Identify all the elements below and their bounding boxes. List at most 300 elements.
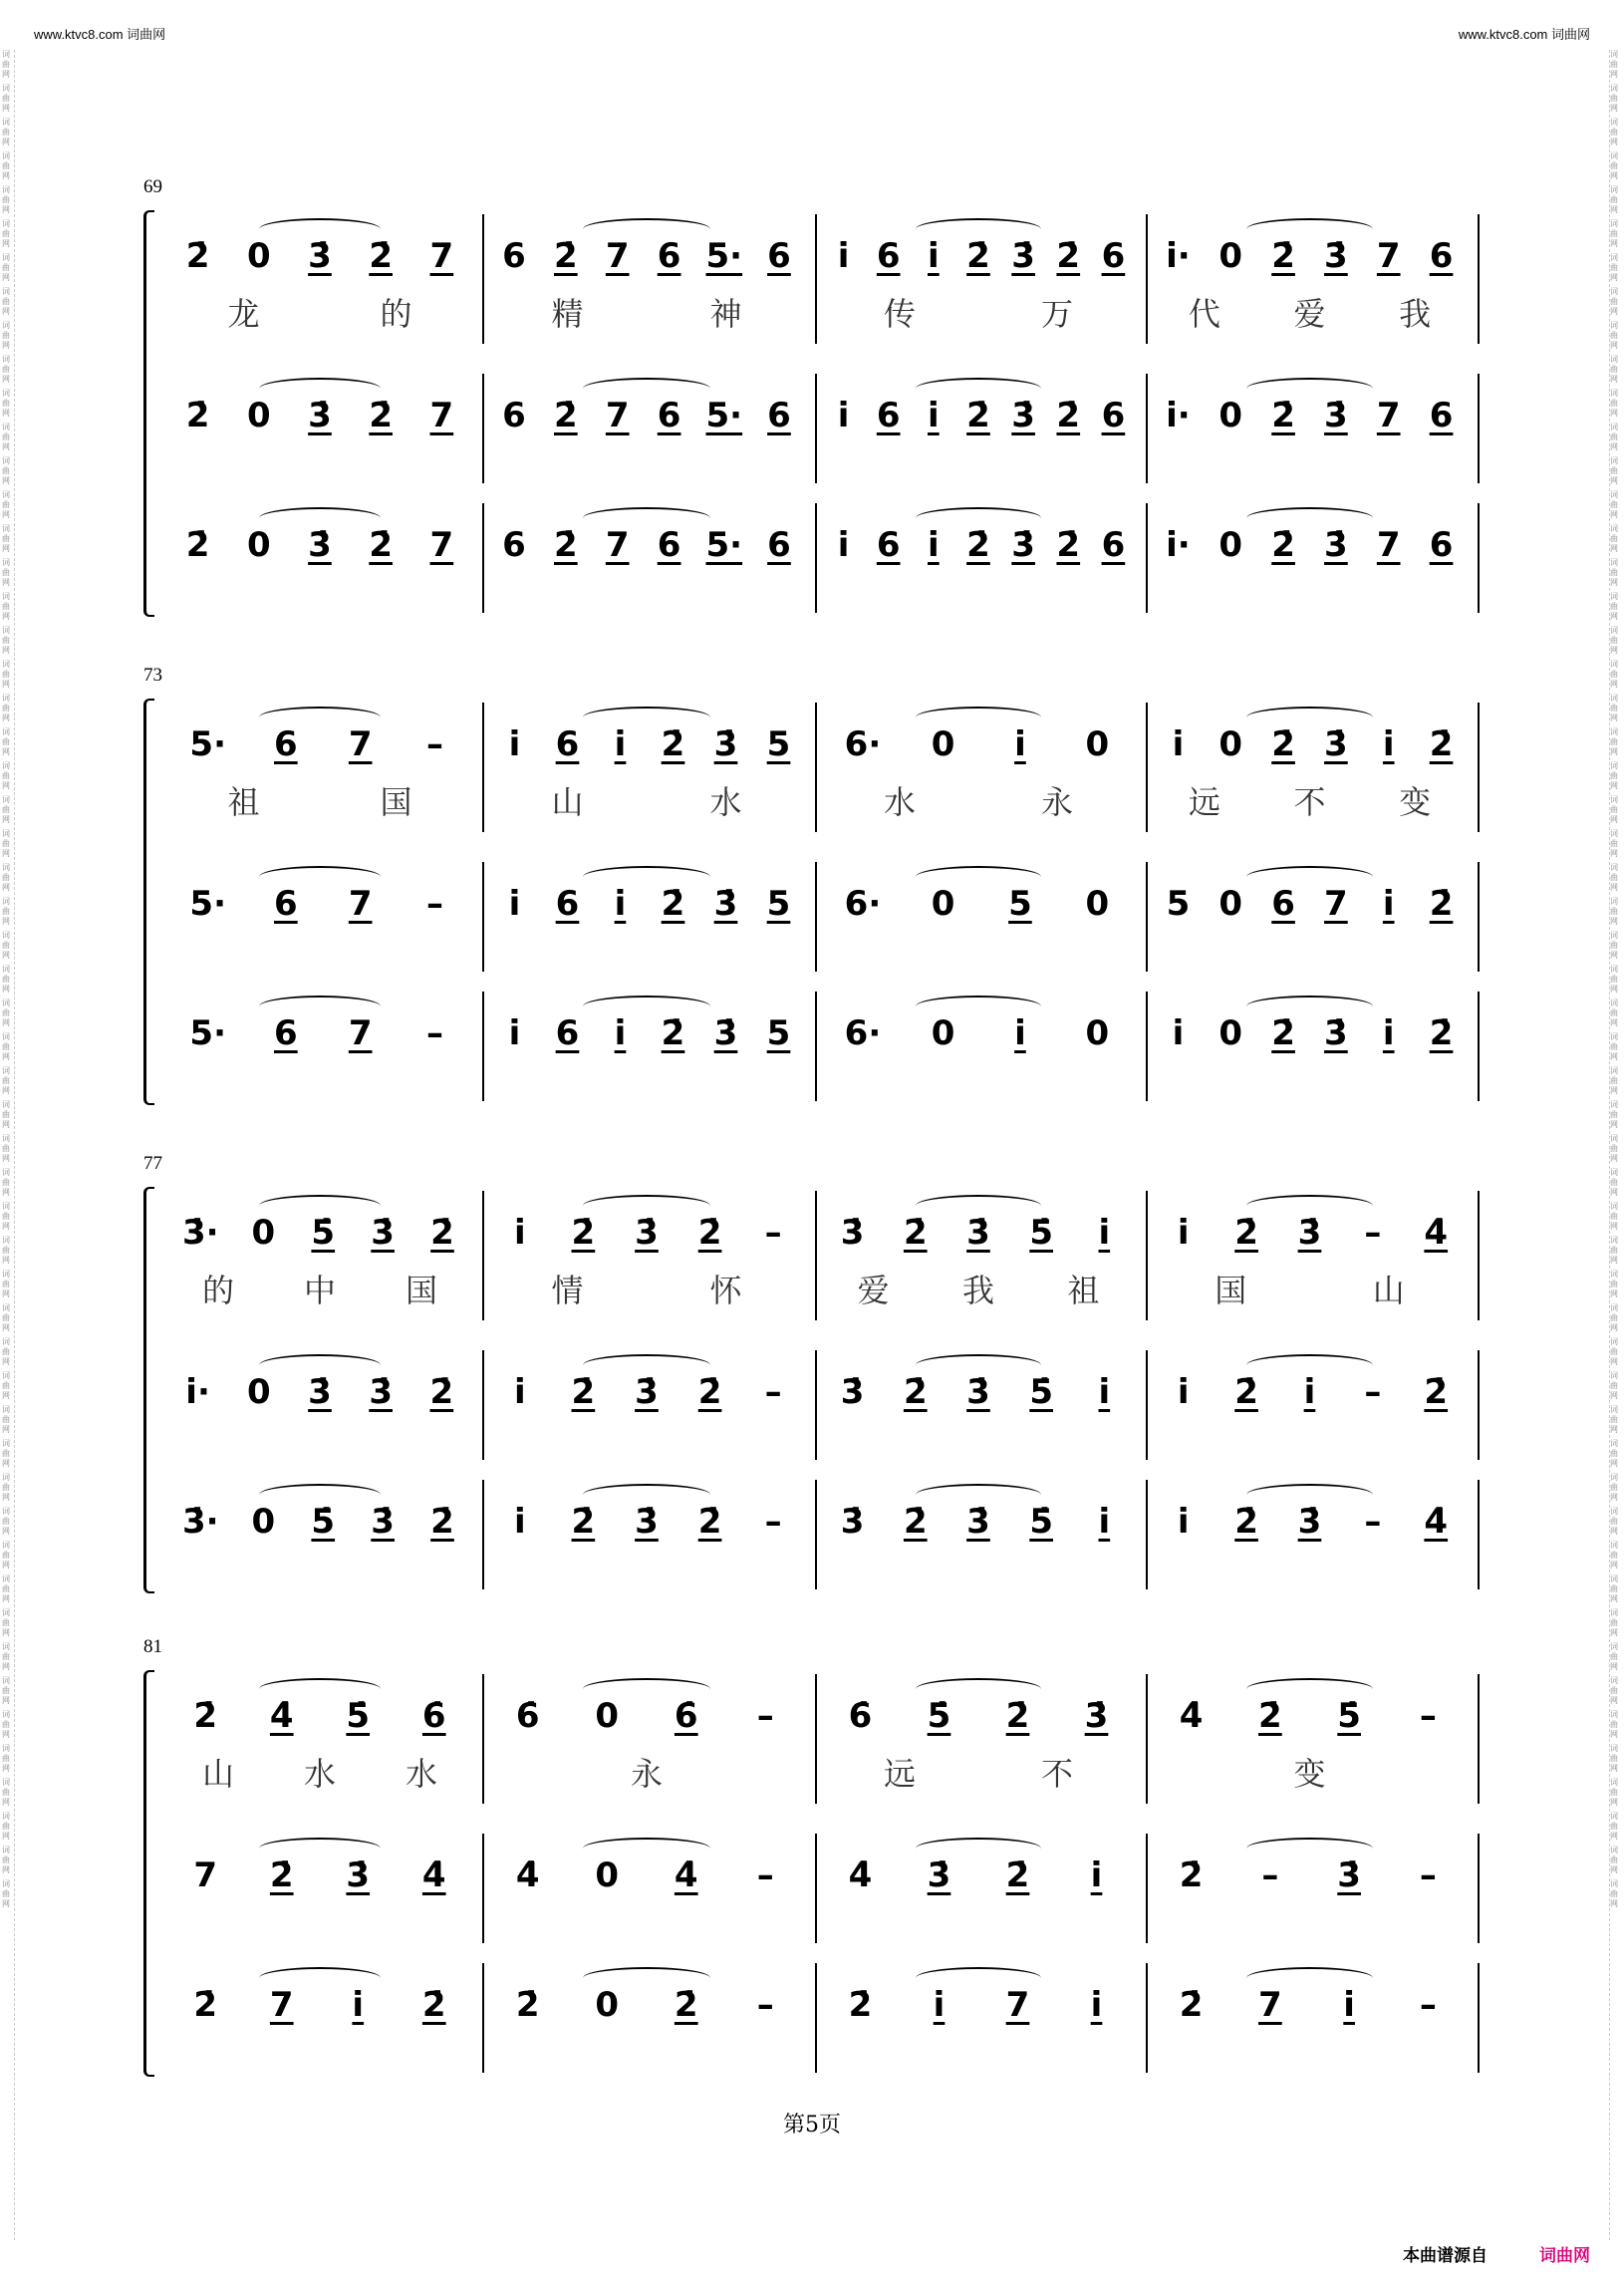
note: 2̇ bbox=[903, 1372, 928, 1412]
side-mark: 词曲网 bbox=[2, 1846, 10, 1874]
note: 7 bbox=[1376, 396, 1401, 435]
side-mark: 词曲网 bbox=[1610, 1303, 1618, 1332]
side-mark: 词曲网 bbox=[1610, 1134, 1618, 1163]
note: 7 bbox=[605, 525, 630, 565]
lyric: 精 bbox=[551, 295, 584, 333]
lyric-row bbox=[488, 1269, 805, 1308]
note: – bbox=[1261, 1855, 1279, 1895]
note-row bbox=[488, 1694, 805, 1738]
staff-1 bbox=[139, 693, 1480, 832]
side-mark: 词曲网 bbox=[1610, 456, 1618, 485]
lyric: 情 bbox=[551, 1272, 584, 1309]
note: 6 bbox=[1101, 396, 1126, 435]
note: 2̇ bbox=[369, 396, 393, 435]
lyric: 中 bbox=[303, 1272, 336, 1309]
note: – bbox=[426, 884, 444, 924]
note: 6 bbox=[274, 724, 298, 764]
note: 2̇ bbox=[697, 1213, 722, 1253]
note: 3̇ bbox=[1297, 1213, 1322, 1253]
measure bbox=[167, 1340, 472, 1460]
note: 2̇ bbox=[1429, 884, 1454, 924]
side-mark: 词曲网 bbox=[2, 1812, 10, 1841]
note: 7 bbox=[429, 396, 454, 435]
note-row bbox=[167, 882, 472, 926]
note-row bbox=[488, 882, 805, 926]
note: 2̇ bbox=[1179, 1985, 1204, 2025]
side-mark: 词曲网 bbox=[1610, 1710, 1618, 1739]
note: 2̇ bbox=[1179, 1855, 1204, 1895]
note: 6 bbox=[274, 884, 298, 924]
note-row bbox=[167, 1694, 472, 1738]
note: 2̇ bbox=[661, 884, 685, 924]
note: 3̇ bbox=[1324, 396, 1348, 435]
side-mark: 词曲网 bbox=[2, 965, 10, 994]
note: i bbox=[1014, 1013, 1026, 1053]
measure-number: 77 bbox=[143, 1153, 162, 1174]
side-mark: 词曲网 bbox=[2, 50, 10, 79]
note-row bbox=[821, 1011, 1136, 1055]
note: 5· bbox=[705, 236, 743, 276]
note: 3̇ bbox=[927, 1855, 951, 1895]
side-mark: 词曲网 bbox=[2, 1168, 10, 1197]
measure bbox=[821, 1953, 1136, 2073]
note: 2̇ bbox=[193, 1985, 218, 2025]
note: 6 bbox=[657, 396, 681, 435]
lyric: 怀 bbox=[709, 1272, 742, 1309]
measure bbox=[167, 852, 472, 972]
side-mark: 词曲网 bbox=[1610, 558, 1618, 587]
source-credit bbox=[1403, 2241, 1590, 2266]
measure bbox=[488, 1470, 805, 1589]
note: 5· bbox=[189, 1013, 226, 1053]
lyric-row bbox=[167, 292, 472, 332]
staff-1 bbox=[139, 1664, 1480, 1804]
side-mark: 词曲网 bbox=[2, 1744, 10, 1773]
side-mark: 词曲网 bbox=[1610, 1337, 1618, 1366]
note: 3̇ bbox=[713, 724, 738, 764]
note: 3̇ bbox=[635, 1372, 659, 1412]
barline bbox=[815, 1674, 817, 1804]
side-mark: 词曲网 bbox=[2, 558, 10, 587]
note: 2̇ bbox=[697, 1502, 722, 1542]
measure-number: 73 bbox=[143, 665, 162, 686]
note: 6 bbox=[876, 236, 901, 276]
side-mark: 词曲网 bbox=[2, 1473, 10, 1502]
note: i bbox=[513, 1213, 526, 1253]
side-mark: 词曲网 bbox=[2, 1608, 10, 1637]
side-mark: 词曲网 bbox=[2, 1371, 10, 1400]
lyric: 变 bbox=[1399, 783, 1432, 821]
lyric-row bbox=[488, 1752, 805, 1792]
note: 6 bbox=[502, 396, 526, 435]
note: 6̇ bbox=[674, 1696, 698, 1736]
note: 0 bbox=[246, 396, 271, 435]
side-mark: 词曲网 bbox=[1610, 1405, 1618, 1434]
side-mark: 词曲网 bbox=[1610, 118, 1618, 146]
barline bbox=[815, 1834, 817, 1943]
note: 2̇ bbox=[1429, 1013, 1454, 1053]
note-row bbox=[1152, 1011, 1468, 1055]
note: 6 bbox=[502, 525, 526, 565]
note: 4̇ bbox=[674, 1855, 698, 1895]
note: 5̇ bbox=[311, 1502, 336, 1542]
note: i bbox=[928, 525, 940, 565]
staff-2 bbox=[139, 364, 1480, 483]
side-mark: 词曲网 bbox=[2, 423, 10, 451]
lyric: 爱 bbox=[1293, 295, 1326, 333]
barline bbox=[1478, 1674, 1480, 1804]
note: 5̇ bbox=[1029, 1502, 1053, 1542]
note: – bbox=[1419, 1855, 1437, 1895]
lyric-row bbox=[821, 1269, 1136, 1308]
measure bbox=[1152, 1953, 1468, 2073]
note: 6 bbox=[1429, 396, 1454, 435]
note: 6 bbox=[1101, 236, 1126, 276]
note: – bbox=[1364, 1372, 1382, 1412]
barline bbox=[815, 1480, 817, 1589]
lyric: 水 bbox=[709, 783, 742, 821]
side-mark: 词曲网 bbox=[2, 1134, 10, 1163]
note: i bbox=[1090, 1985, 1103, 2025]
measure bbox=[488, 1824, 805, 1943]
barline bbox=[815, 1350, 817, 1460]
measure bbox=[167, 1953, 472, 2073]
note: 7 bbox=[1376, 236, 1401, 276]
side-mark: 词曲网 bbox=[1610, 1879, 1618, 1908]
barline bbox=[1146, 992, 1148, 1101]
lyric: 山 bbox=[1372, 1272, 1405, 1309]
note: 3̇ bbox=[371, 1502, 395, 1542]
note: 3̇· bbox=[181, 1213, 219, 1253]
note-row bbox=[488, 1500, 805, 1544]
side-mark: 词曲网 bbox=[2, 1439, 10, 1468]
lyric-row bbox=[1152, 1752, 1468, 1792]
side-mark: 词曲网 bbox=[1610, 84, 1618, 113]
measure bbox=[167, 1824, 472, 1943]
measure bbox=[1152, 982, 1468, 1101]
lyric-row bbox=[1152, 780, 1468, 820]
side-mark: 词曲网 bbox=[2, 626, 10, 655]
note: i bbox=[1098, 1213, 1111, 1253]
note: 6 bbox=[767, 396, 791, 435]
source-label: 本曲谱源自 bbox=[1403, 2246, 1488, 2266]
measure bbox=[488, 1340, 805, 1460]
note: i bbox=[933, 1985, 946, 2025]
note-row bbox=[167, 1211, 472, 1255]
side-mark: 词曲网 bbox=[2, 118, 10, 146]
note: 0 bbox=[1218, 1013, 1243, 1053]
lyric-row bbox=[1152, 292, 1468, 332]
lyric-row bbox=[488, 780, 805, 820]
lyric-row bbox=[488, 292, 805, 332]
side-mark: 词曲网 bbox=[2, 1236, 10, 1265]
note: 3̇ bbox=[1324, 236, 1348, 276]
note: 6 bbox=[1101, 525, 1126, 565]
staff-2 bbox=[139, 1824, 1480, 1943]
side-mark: 词曲网 bbox=[1610, 1608, 1618, 1637]
measure bbox=[821, 982, 1136, 1101]
note: 7 bbox=[429, 525, 454, 565]
note: 2̇ bbox=[553, 236, 578, 276]
note: 5· bbox=[705, 525, 743, 565]
measure bbox=[821, 693, 1136, 832]
note: – bbox=[756, 1855, 774, 1895]
barline bbox=[1146, 862, 1148, 972]
page-number: 第5页 bbox=[783, 2113, 841, 2138]
barline bbox=[1478, 1350, 1480, 1460]
note: 5̇ bbox=[346, 1696, 371, 1736]
staff-2 bbox=[139, 1340, 1480, 1460]
note: 2̇ bbox=[1056, 396, 1081, 435]
note: 0 bbox=[595, 1696, 620, 1736]
note: i· bbox=[185, 1372, 210, 1412]
note: 6 bbox=[876, 525, 901, 565]
note-row bbox=[1152, 1500, 1468, 1544]
barline bbox=[482, 1191, 484, 1320]
staff-3 bbox=[139, 493, 1480, 613]
note-row bbox=[1152, 722, 1468, 766]
note: 2̇ bbox=[903, 1502, 928, 1542]
note: 2̇ bbox=[1271, 396, 1295, 435]
side-mark: 词曲网 bbox=[2, 1778, 10, 1807]
note: 3̇ bbox=[1324, 525, 1348, 565]
barline bbox=[1478, 374, 1480, 483]
side-mark: 词曲网 bbox=[1610, 795, 1618, 824]
measure bbox=[488, 1181, 805, 1320]
note: 7 bbox=[1258, 1985, 1282, 2025]
note: 0 bbox=[1218, 396, 1243, 435]
side-mark: 词曲网 bbox=[2, 592, 10, 621]
note: – bbox=[764, 1502, 782, 1542]
note: 3̇ bbox=[308, 236, 332, 276]
note: 2̇ bbox=[674, 1985, 698, 2025]
staff-3 bbox=[139, 1470, 1480, 1589]
lyric-row bbox=[821, 1752, 1136, 1792]
barline bbox=[815, 374, 817, 483]
lyric: 山 bbox=[201, 1755, 234, 1793]
measure bbox=[821, 204, 1136, 344]
note: 0 bbox=[251, 1502, 276, 1542]
note: – bbox=[1364, 1213, 1382, 1253]
note: 4̇ bbox=[848, 1855, 873, 1895]
side-mark: 词曲网 bbox=[1610, 1168, 1618, 1197]
note: 6̇ bbox=[515, 1696, 540, 1736]
note: – bbox=[426, 724, 444, 764]
note: 5 bbox=[1008, 884, 1032, 924]
side-mark: 词曲网 bbox=[1610, 1032, 1618, 1061]
note-row bbox=[1152, 523, 1468, 567]
measure bbox=[488, 982, 805, 1101]
lyric: 国 bbox=[405, 1272, 437, 1309]
lyric-row bbox=[821, 292, 1136, 332]
note: 2̇ bbox=[421, 1985, 446, 2025]
note: 0 bbox=[1085, 884, 1110, 924]
barline bbox=[815, 862, 817, 972]
side-mark: 词曲网 bbox=[2, 355, 10, 384]
barline bbox=[1146, 1963, 1148, 2073]
note: 2̇ bbox=[515, 1985, 540, 2025]
lyric: 祖 bbox=[1067, 1272, 1100, 1309]
barline bbox=[815, 703, 817, 832]
note: 3̇ bbox=[966, 1502, 990, 1542]
note: 2̇ bbox=[429, 1372, 454, 1412]
note: 6 bbox=[1271, 884, 1295, 924]
side-mark: 词曲网 bbox=[1610, 1541, 1618, 1569]
note: 2̇ bbox=[553, 396, 578, 435]
measure bbox=[167, 204, 472, 344]
lyric: 神 bbox=[709, 295, 742, 333]
side-mark: 词曲网 bbox=[1610, 592, 1618, 621]
barline bbox=[482, 1350, 484, 1460]
barline bbox=[1146, 1191, 1148, 1320]
note-row bbox=[488, 523, 805, 567]
barline bbox=[1146, 374, 1148, 483]
lyric: 远 bbox=[883, 1755, 916, 1793]
side-mark: 词曲网 bbox=[2, 456, 10, 485]
note-row bbox=[1152, 1853, 1468, 1897]
barline bbox=[482, 374, 484, 483]
note: – bbox=[764, 1213, 782, 1253]
note: 0 bbox=[251, 1213, 276, 1253]
note: 6· bbox=[844, 884, 882, 924]
note: 3̇ bbox=[1011, 236, 1035, 276]
side-mark: 词曲网 bbox=[2, 219, 10, 248]
note: i bbox=[1382, 724, 1395, 764]
side-mark: 词曲网 bbox=[2, 1337, 10, 1366]
measure bbox=[1152, 204, 1468, 344]
note: 6̇ bbox=[848, 1696, 873, 1736]
note: i bbox=[1172, 1013, 1185, 1053]
measure bbox=[821, 1664, 1136, 1804]
barline bbox=[482, 1674, 484, 1804]
side-mark: 词曲网 bbox=[1610, 998, 1618, 1027]
note: 2̇ bbox=[369, 525, 393, 565]
side-mark: 词曲网 bbox=[1610, 931, 1618, 960]
side-mark: 词曲网 bbox=[1610, 151, 1618, 180]
side-mark: 词曲网 bbox=[1610, 727, 1618, 756]
note-row bbox=[1152, 394, 1468, 437]
note: 7 bbox=[605, 236, 630, 276]
note-row bbox=[821, 523, 1136, 567]
side-mark: 词曲网 bbox=[2, 1710, 10, 1739]
side-mark: 词曲网 bbox=[2, 1574, 10, 1603]
side-mark: 词曲网 bbox=[2, 931, 10, 960]
note: 7 bbox=[269, 1985, 294, 2025]
header-left-url: www.ktvc8.com 词曲网 bbox=[34, 27, 166, 42]
side-mark: 词曲网 bbox=[2, 1541, 10, 1569]
barline bbox=[1478, 992, 1480, 1101]
barline bbox=[482, 1963, 484, 2073]
note: 0 bbox=[931, 724, 955, 764]
lyric: 祖 bbox=[227, 783, 260, 821]
measure bbox=[821, 493, 1136, 613]
score-system bbox=[139, 1153, 1480, 1599]
lyric: 传 bbox=[883, 295, 916, 333]
note: 0 bbox=[1218, 525, 1243, 565]
barline bbox=[1478, 1480, 1480, 1589]
note: i bbox=[1177, 1372, 1190, 1412]
note: 2̇ bbox=[848, 1985, 873, 2025]
note: – bbox=[426, 1013, 444, 1053]
note: 6 bbox=[767, 236, 791, 276]
note: 3̇ bbox=[308, 1372, 332, 1412]
note: – bbox=[1364, 1502, 1382, 1542]
note-row bbox=[821, 1853, 1136, 1897]
note: i bbox=[513, 1372, 526, 1412]
barline bbox=[1478, 1191, 1480, 1320]
note: i bbox=[837, 525, 850, 565]
note: 0 bbox=[931, 1013, 955, 1053]
score-system bbox=[139, 1636, 1480, 2083]
note: 2̇ bbox=[185, 236, 210, 276]
side-mark: 词曲网 bbox=[2, 490, 10, 519]
side-mark: 词曲网 bbox=[1610, 1270, 1618, 1298]
lyric-row bbox=[821, 780, 1136, 820]
measure-number: 81 bbox=[143, 1636, 162, 1657]
note: 3̇ bbox=[1297, 1502, 1322, 1542]
note: 6· bbox=[844, 1013, 882, 1053]
note-row bbox=[1152, 882, 1468, 926]
note: i bbox=[508, 1013, 521, 1053]
lyric: 国 bbox=[1215, 1272, 1247, 1309]
note: i bbox=[1098, 1372, 1111, 1412]
note: 0 bbox=[1218, 724, 1243, 764]
side-mark: 词曲网 bbox=[1610, 355, 1618, 384]
note-row bbox=[488, 1211, 805, 1255]
side-mark: 词曲网 bbox=[2, 1676, 10, 1705]
note: i bbox=[1303, 1372, 1316, 1412]
note: 5· bbox=[189, 724, 226, 764]
note: 6 bbox=[657, 236, 681, 276]
note: 7 bbox=[193, 1855, 218, 1895]
lyric: 龙 bbox=[227, 295, 260, 333]
note: i bbox=[1177, 1502, 1190, 1542]
note: 7 bbox=[1324, 884, 1348, 924]
measure bbox=[821, 1340, 1136, 1460]
note-row bbox=[488, 1853, 805, 1897]
lyric: 的 bbox=[380, 295, 412, 333]
note: 6 bbox=[1429, 525, 1454, 565]
note-row bbox=[488, 234, 805, 278]
note-row bbox=[167, 1500, 472, 1544]
note-row bbox=[167, 1011, 472, 1055]
staff-1 bbox=[139, 204, 1480, 344]
side-mark: 词曲网 bbox=[1610, 1100, 1618, 1129]
note: 5 bbox=[766, 884, 791, 924]
note: 3̇ bbox=[308, 525, 332, 565]
note-row bbox=[167, 1370, 472, 1414]
note: i bbox=[614, 884, 627, 924]
note: 2̇ bbox=[697, 1372, 722, 1412]
note-row bbox=[167, 523, 472, 567]
side-mark: 词曲网 bbox=[2, 897, 10, 926]
note: 7 bbox=[348, 724, 373, 764]
note-row bbox=[167, 394, 472, 437]
note: 6 bbox=[657, 525, 681, 565]
header-right-url: www.ktvc8.com 词曲网 bbox=[1458, 27, 1590, 42]
lyric: 水 bbox=[883, 783, 916, 821]
note: 2̇ bbox=[966, 396, 990, 435]
note: 0 bbox=[1085, 724, 1110, 764]
barline bbox=[482, 1480, 484, 1589]
note: i· bbox=[1166, 525, 1191, 565]
side-mark: 词曲网 bbox=[1610, 321, 1618, 350]
note: 2̇ bbox=[1271, 236, 1295, 276]
lyric: 远 bbox=[1188, 783, 1220, 821]
note: 2̇ bbox=[571, 1372, 596, 1412]
note: 2̇ bbox=[430, 1213, 454, 1253]
score-system bbox=[139, 665, 1480, 1111]
